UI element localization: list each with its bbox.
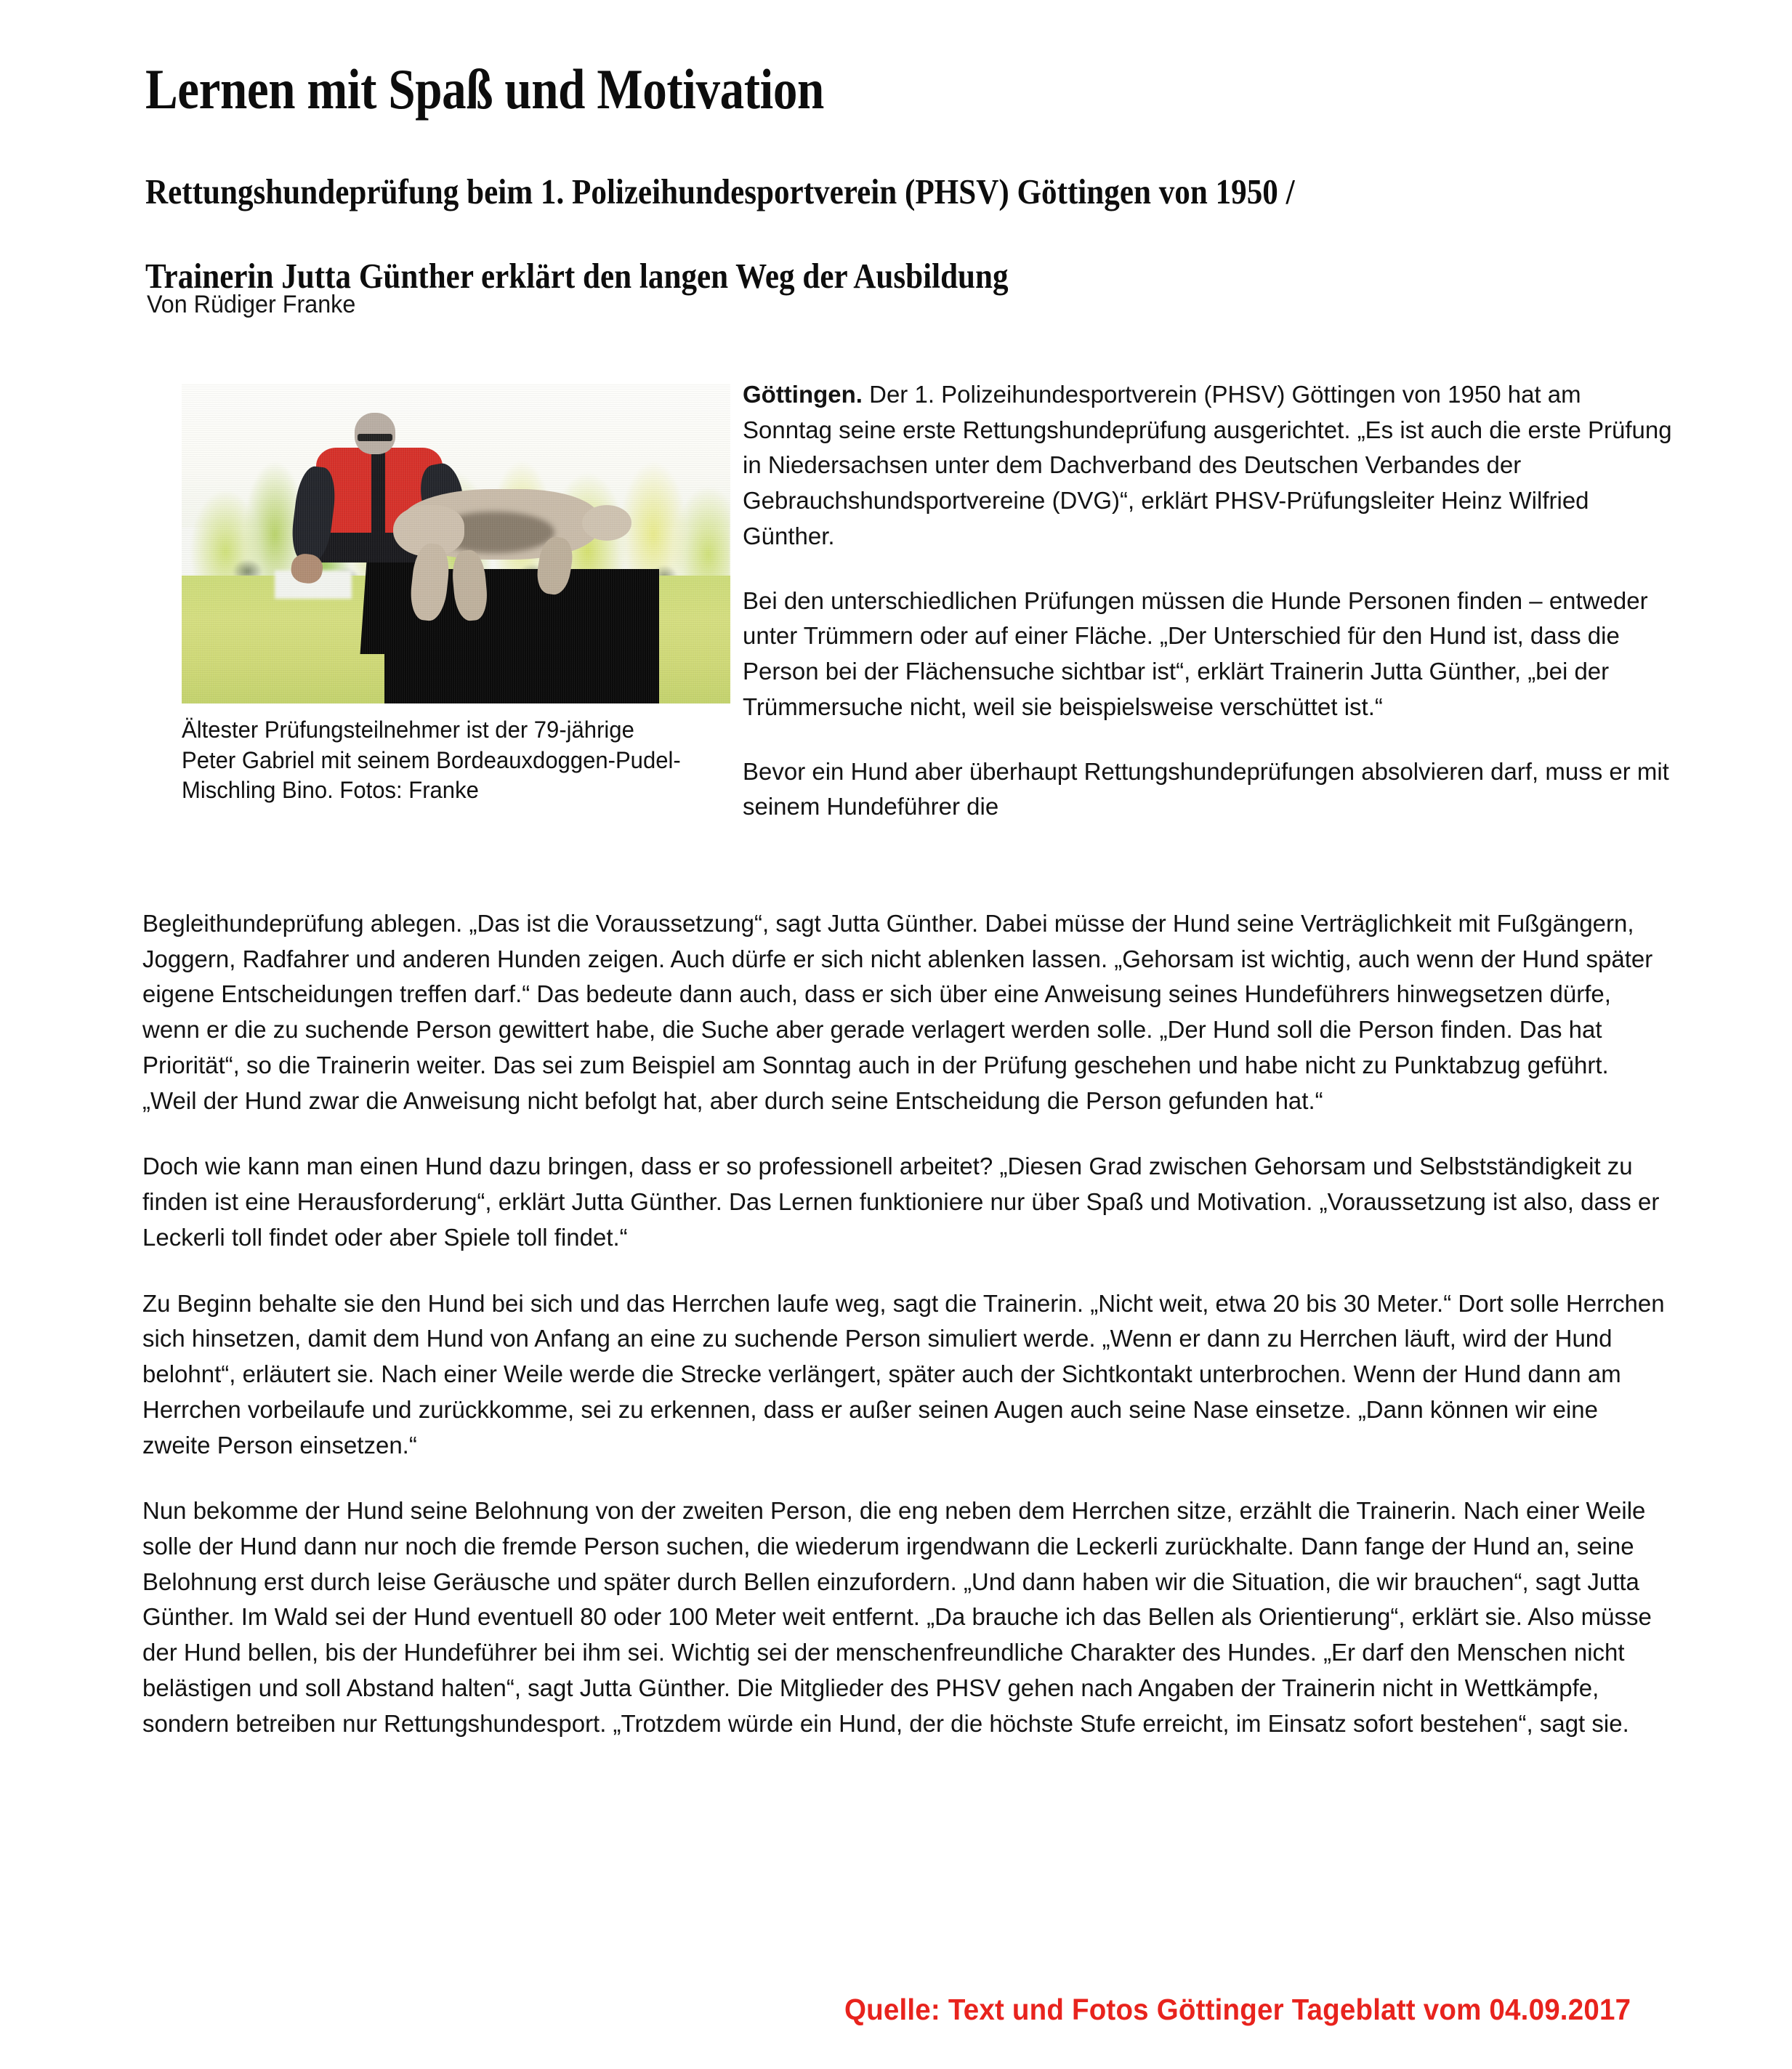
page-title: Lernen mit Spaß und Motivation — [145, 57, 824, 121]
photo-caption: Ältester Prüfungsteilnehmer ist der 79-jährige Peter Gabriel mit seinem Bordeauxdoggen-Pudel-Mischling Bino. Fotos: Franke — [182, 717, 681, 804]
byline: Von Rüdiger Franke — [147, 291, 356, 318]
paragraph-2: Bei den unterschiedlichen Prüfungen müssen die Hunde Personen finden – entweder unter Trümmern oder auf einer Fläche. „Der Unterschied für den Hund ist, dass die Person bei der Flächensuche sichtbar ist“, erklärt Trainerin Jutta Günther, „bei der Trümmersuche nicht, weil sie beispielsweise verschüttet ist.“ — [743, 587, 1648, 721]
article-photo — [182, 384, 730, 703]
paragraph-3-continued: Begleithundeprüfung ablegen. „Das ist die Voraussetzung“, sagt Jutta Günther. Dabei müsse der Hund seine Verträglichkeit mit Fußgängern, Joggern, Radfahrer und anderen Hunden zeigen. Auch dürfe er sich nicht ablenken lassen. „Gehorsam ist wichtig, auch wenn der Hund später eigene Entscheidungen treffen darf.“ Das bedeute dann auch, dass er sich über eine Anweisung seines Hundeführers hinwegsetzen dürfe, wenn er die zu suchende Person gewittert habe, die Suche aber gerade verlagert werden solle. „Der Hund soll die Person finden. Das hat Priorität“, so die Trainerin weiter. Das sei zum Beispiel am Sonntag auch in der Prüfung geschehen und habe nicht zu Punktabzug geführt. „Weil der Hund zwar die Anweisung nicht befolgt hat, aber durch seine Entscheidung die Person gefunden hat.“ — [142, 911, 1653, 1115]
article-photo-figure — [182, 384, 730, 806]
paragraph-3: Bevor ein Hund aber überhaupt Rettungshundeprüfungen absolvieren darf, muss er mit seinem Hundeführer die — [743, 758, 1669, 821]
photo-dog-tail — [582, 505, 631, 540]
full-width-column — [142, 907, 1690, 1772]
right-column — [743, 378, 1687, 855]
paragraph-1 — [743, 378, 1674, 555]
dateline: Göttingen. — [743, 382, 863, 408]
paragraph-4: Doch wie kann man einen Hund dazu bringen, dass er so professionell arbeitet? „Diesen Grad zwischen Gehorsam und Selbstständigkeit zu finden ist eine Herausforderung“, erklärt Jutta Günther. Das Lernen funktioniere nur über Spaß und Motivation. „Voraussetzung ist also, dass er Leckerli toll findet oder aber Spiele toll findet.“ — [142, 1153, 1660, 1251]
source-note: Quelle: Text und Fotos Göttinger Tageblatt vom 04.09.2017 — [844, 1993, 1631, 2026]
paragraph-6: Nun bekomme der Hund seine Belohnung von der zweiten Person, die eng neben dem Herrchen sitze, erzählt die Trainerin. Nach einer Weile solle der Hund dann nur noch die fremde Person suchen, die wiederum irgendwann die Leckerli zurückhalte. Dann fange der Hund an, seine Belohnung erst durch leise Geräusche und später durch Bellen einzufordern. „Und dann haben wir die Situation, die wir brauchen“, sagt Jutta Günther. Im Wald sei der Hund eventuell 80 oder 100 Meter weit entfernt. „Da brauche ich das Bellen als Orientierung“, erklärt sie. Also müsse der Hund bellen, bis der Hundeführer bei ihm sei. Wichtig sei der menschenfreundliche Charakter des Hundes. „Er darf den Menschen nicht belästigen und soll Abstand halten“, sagt Jutta Günther. Die Mitglieder des PHSV gehen nach Angaben der Trainerin nicht in Wettkämpfe, sondern betreiben nur Rettungshundesport. „Trotzdem würde ein Hund, der die höchste Stufe erreicht, im Einsatz sofort bestehen“, sagt sie. — [142, 1498, 1652, 1738]
subheadline-line-2: Trainerin Jutta Günther erklärt den langen Weg der Ausbildung — [145, 255, 1009, 296]
subheadline-line-1: Rettungshundeprüfung beim 1. Polizeihundesportverein (PHSV) Göttingen von 1950 / — [145, 171, 1295, 211]
paragraph-5: Zu Beginn behalte sie den Hund bei sich und das Herrchen laufe weg, sagt die Trainerin. „Nicht weit, etwa 20 bis 30 Meter.“ Dort solle Herrchen sich hinsetzen, damit dem Hund von Anfang an eine zu suchende Person simuliert werde. „Wenn er dann zu Herrchen läuft, wird der Hund belohnt“, erläutert sie. Nach einer Weile werde die Strecke verlängert, später auch der Sichtkontakt unterbrochen. Wenn der Hund dann am Herrchen vorbeilaufe und zurückkomme, sei zu erkennen, dass er außer seinen Augen auch seine Nase einsetze. „Dann können wir eine zweite Person einsetzen.“ — [142, 1290, 1665, 1459]
photo-handler-head — [355, 413, 396, 454]
paragraph-1-text: Der 1. Polizeihundesportverein (PHSV) Göttingen von 1950 hat am Sonntag seine erste Rettungshundeprüfung ausgerichtet. „Es ist auch die erste Prüfung in Niedersachsen unter dem Dachverband des Deutschen Verbandes der Gebrauchshundsportvereine (DVG)“, erklärt PHSV-Prüfungsleiter Heinz Wilfried Günther. — [743, 382, 1672, 550]
